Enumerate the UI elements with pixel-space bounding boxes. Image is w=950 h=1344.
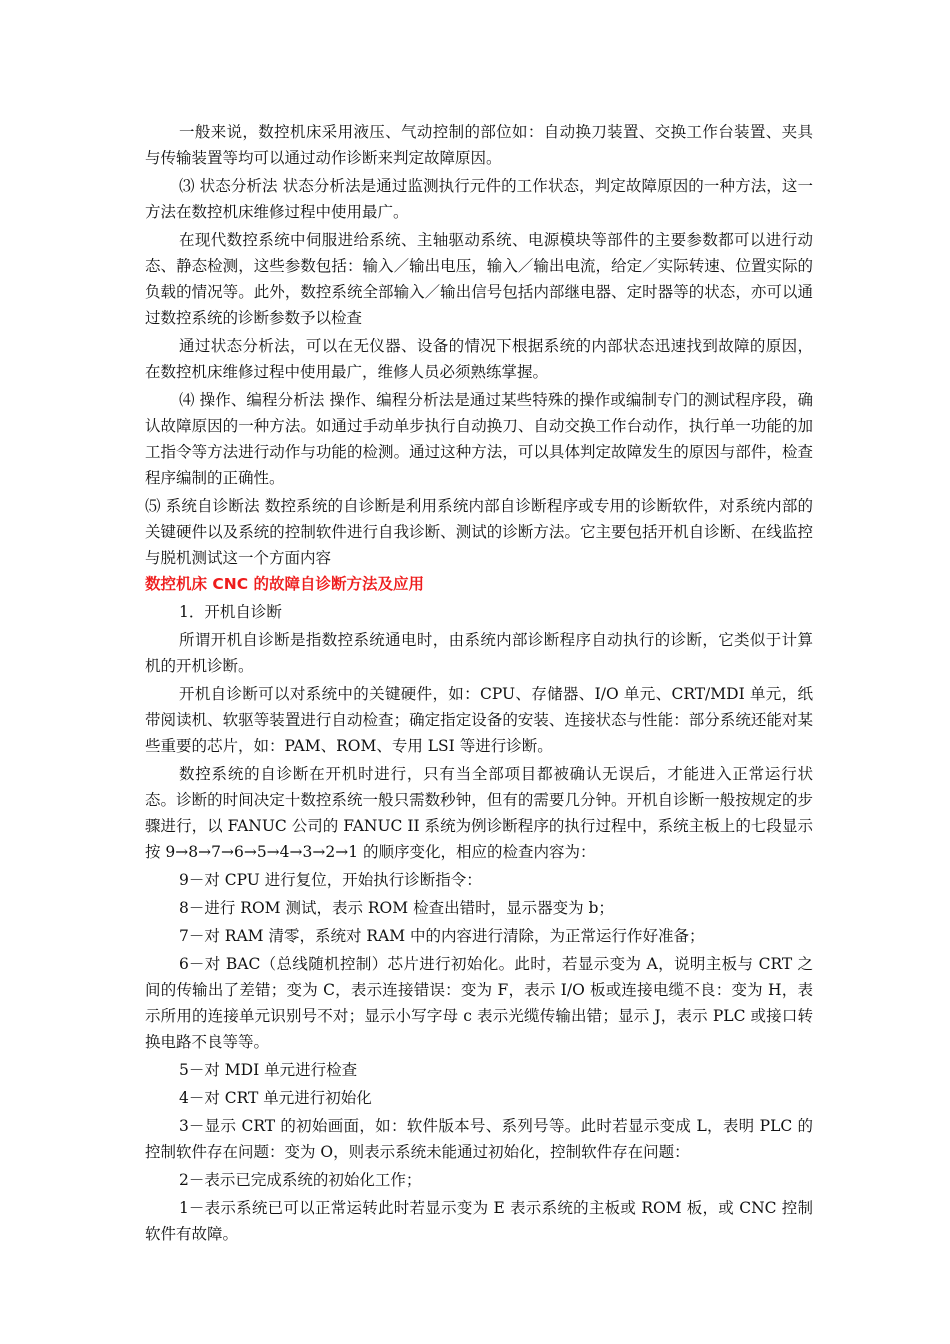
step-3: 3－显示 CRT 的初始画面，如：软件版本号、系列号等。此时若显示变成 L，表明 PLC 的控制软件存在问题：变为 O，则表示系统未能通过初始化，控制软件存在问题： [145, 1117, 813, 1161]
paragraph-power-on-hardware: 开机自诊断可以对系统中的关键硬件，如：CPU、存储器、I/O 单元、CRT/MDI 单元，纸带阅读机、软驱等装置进行自动检查；确定指定设备的安装、连接状态与性能：部分系统还能对某些重要的芯片，如：PAM、ROM、专用 LSI 等进行诊断。 [145, 685, 813, 755]
paragraph-power-on-definition: 所谓开机自诊断是指数控系统通电时，由系统内部诊断程序自动执行的诊断，它类似于计算机的开机诊断。 [145, 631, 813, 675]
paragraph-state-analysis-benefit: 通过状态分析法，可以在无仪器、设备的情况下根据系统的内部状态迅速找到故障的原因，在数控机床维修过程中使用最广，维修人员必须熟练掌握。 [145, 337, 813, 381]
step-2: 2－表示已完成系统的初始化工作； [179, 1171, 422, 1189]
paragraph-state-analysis: ⑶ 状态分析法 状态分析法是通过监测执行元件的工作状态，判定故障原因的一种方法，这一方法在数控机床维修过程中使用最广。 [145, 177, 813, 221]
step-8: 8－进行 ROM 测试，表示 ROM 检查出错时，显示器变为 b； [179, 899, 614, 917]
step-6: 6－对 BAC（总线随机控制）芯片进行初始化。此时，若显示变为 A，说明主板与 CRT 之间的传输出了差错；变为 C，表示连接错误：变为 F，表示 I/O 板或连接电缆不良：变为 H，表示所用的连接单元识别号不对；显示小写字母 c 表示光缆传输出错；显示 J，表示 PLC 或接口转换电路不良等等。 [145, 955, 813, 1051]
paragraph-system-self-diagnosis: ⑸ 系统自诊断法 数控系统的自诊断是利用系统内部自诊断程序或专用的诊断软件，对系统内部的关键硬件以及系统的控制软件进行自我诊断、测试的诊断方法。它主要包括开机自诊断、在线监控与脱机测试这一个方面内容 [145, 497, 813, 567]
document-body [145, 119, 813, 1247]
paragraph-operation-programming-analysis: ⑷ 操作、编程分析法 操作、编程分析法是通过某些特殊的操作或编制专门的测试程序段，确认故障原因的一种方法。如通过手动单步执行自动换刀、自动交换工作台动作，执行单一功能的加工指令等方法进行动作与功能的检测。通过这种方法，可以具体判定故障发生的原因与部件，检查程序编制的正确性。 [145, 391, 813, 487]
section-heading: 数控机床 CNC 的故障自诊断方法及应用 [145, 575, 425, 593]
paragraph-action-diagnosis-summary: 一般来说，数控机床采用液压、气动控制的部位如：自动换刀装置、交换工作台装置、夹具与传输装置等均可以通过动作诊断来判定故障原因。 [145, 123, 813, 167]
step-9: 9－对 CPU 进行复位，开始执行诊断指令： [179, 871, 482, 889]
step-7: 7－对 RAM 清零，系统对 RAM 中的内容进行清除，为正常运行作好准备； [179, 927, 705, 945]
step-5: 5－对 MDI 单元进行检查 [179, 1061, 358, 1079]
step-4: 4－对 CRT 单元进行初始化 [179, 1089, 372, 1107]
subheading-power-on-diagnosis: 1．开机自诊断 [179, 603, 282, 621]
paragraph-state-parameters: 在现代数控系统中伺服进给系统、主轴驱动系统、电源模块等部件的主要参数都可以进行动态、静态检测，这些参数包括：输入／输出电压，输入／输出电流，给定／实际转速、位置实际的负载的情况等。此外，数控系统全部输入／输出信号包括内部继电器、定时器等的状态，亦可以通过数控系统的诊断参数予以检查 [145, 231, 813, 327]
paragraph-power-on-sequence: 数控系统的自诊断在开机时进行，只有当全部项目都被确认无误后，才能进入正常运行状态。诊断的时间决定十数控系统一般只需数秒钟，但有的需要几分钟。开机自诊断一般按规定的步骤进行，以 FANUC 公司的 FANUC II 系统为例诊断程序的执行过程中，系统主板上的七段显示按 9→8→7→6→5→4→3→2→1 的顺序变化，相应的检查内容为： [145, 765, 813, 861]
step-1: 1－表示系统已可以正常运转此时若显示变为 E 表示系统的主板或 ROM 板，或 CNC 控制软件有故障。 [145, 1199, 813, 1243]
